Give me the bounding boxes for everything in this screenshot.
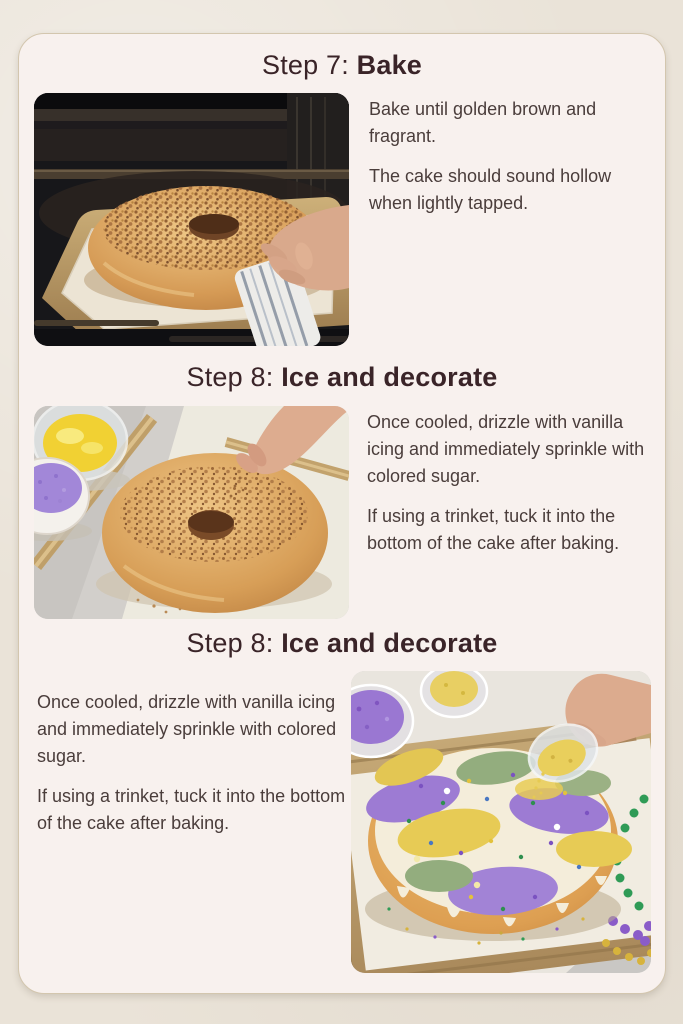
step-heading-title: Bake xyxy=(356,50,423,80)
photo-decorated-king-cake xyxy=(351,671,651,973)
instruction-paragraph: Once cooled, drizzle with vanilla icing and immediately sprinkle with colored sugar. xyxy=(37,692,337,766)
step-heading-prefix: Step 7: xyxy=(261,50,349,80)
step-7-instructions xyxy=(369,96,631,230)
step-heading-title: Ice and decorate xyxy=(281,362,498,392)
step-8-first-instructions xyxy=(367,409,647,570)
recipe-card xyxy=(18,33,666,994)
step-heading-prefix: Step 8: xyxy=(186,362,274,392)
step-heading-prefix: Step 8: xyxy=(186,628,274,658)
photo-king-cake-in-oven xyxy=(34,93,349,346)
photo-king-cake-sprinkling xyxy=(34,406,349,619)
instruction-paragraph: If using a trinket, tuck it into the bottom of the cake after baking. xyxy=(367,506,620,553)
instruction-paragraph: Bake until golden brown and fragrant. xyxy=(369,99,597,146)
step-heading-title: Ice and decorate xyxy=(281,628,498,658)
instruction-paragraph: Once cooled, drizzle with vanilla icing and immediately sprinkle with colored sugar. xyxy=(367,412,645,486)
sprinkling-scene-illustration xyxy=(34,406,349,619)
step-8-heading-first xyxy=(19,360,665,394)
yellow-sugar-bowl xyxy=(421,671,487,717)
instruction-paragraph: If using a trinket, tuck it into the bottom of the cake after baking. xyxy=(37,786,346,833)
step-8-heading-second xyxy=(19,626,665,660)
step-8-second-instructions xyxy=(37,689,349,850)
oven-scene-illustration xyxy=(34,93,349,346)
step-7-heading xyxy=(19,48,665,82)
instruction-paragraph: The cake should sound hollow when lightly tapped. xyxy=(369,166,612,213)
decorated-cake-illustration xyxy=(351,671,651,973)
